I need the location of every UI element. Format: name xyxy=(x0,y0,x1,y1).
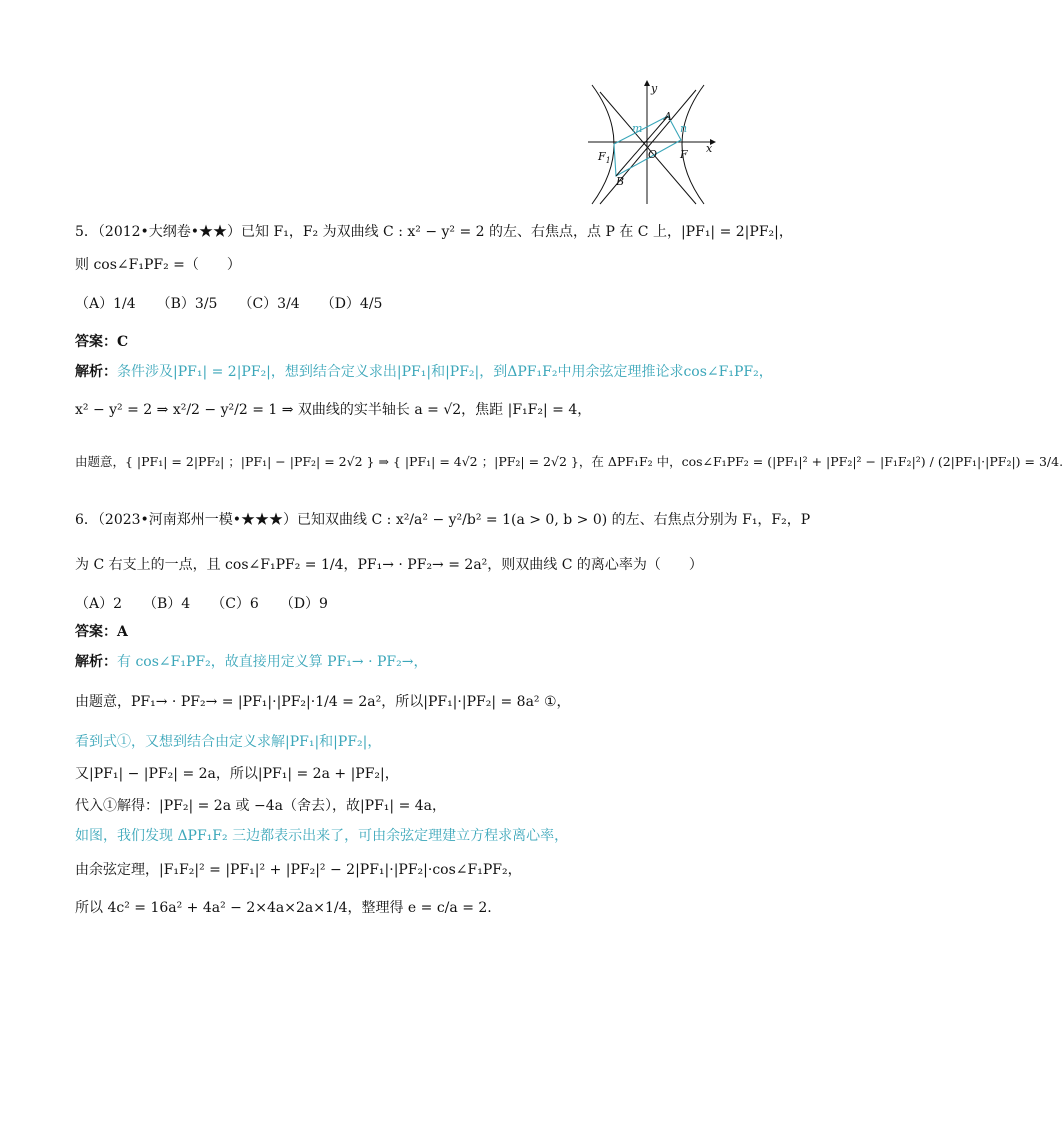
q5-solution-line3: 由题意，{ |PF₁| = 2|PF₂| ；|PF₁| − |PF₂| = 2√2 } ⇒ { |PF₁| = 4√2 ；|PF₂| = 2√2 }，在 ΔPF₁F₂ 中，cos∠F₁PF₂ = (|PF₁|² + |PF₂|² − |F₁F₂|²) / (2|PF₁|·|PF₂|) = 3/4. xyxy=(75,454,1063,469)
q6-hint-2: 看到式①，又想到结合由定义求解|PF₁|和|PF₂|， xyxy=(75,734,382,750)
q5-options: （A）1/4 （B）3/5 （C）3/4 （D）4/5 xyxy=(75,296,383,312)
label-m: m xyxy=(632,122,643,135)
q5-stem-line2: 则 cos∠F₁PF₂ =（ ） xyxy=(75,257,241,273)
label-y: y xyxy=(651,82,658,95)
q6-solution-line5: 由余弦定理，|F₁F₂|² = |PF₁|² + |PF₂|² − 2|PF₁|·|PF₂|·cos∠F₁PF₂， xyxy=(75,862,522,878)
label-O: O xyxy=(648,148,658,161)
q6-hint-1: 有 cos∠F₁PF₂，故直接用定义算 PF₁→ · PF₂→， xyxy=(117,654,428,670)
label-A: A xyxy=(664,110,672,123)
q5-solution-line1 xyxy=(75,362,773,382)
left-branch xyxy=(592,85,614,204)
q5-solution-label: 解析： xyxy=(75,364,117,380)
q6-stem-line2: 为 C 右支上的一点，且 cos∠F₁PF₂ = 1/4，PF₁→ · PF₂→ = 2a²，则双曲线 C 的离心率为（ ） xyxy=(75,557,703,573)
q6-solution-line1 xyxy=(75,652,427,672)
q5-answer: 答案：C xyxy=(75,334,129,350)
q6-solution-line3: 又|PF₁| − |PF₂| = 2a，所以|PF₁| = 2a + |PF₂|， xyxy=(75,766,399,782)
q6-solution-label: 解析： xyxy=(75,654,117,670)
y-axis-arrow xyxy=(644,80,650,86)
q6-solution-line2: 由题意，PF₁→ · PF₂→ = |PF₁|·|PF₂|·1/4 = 2a²，所以|PF₁|·|PF₂| = 8a² ①， xyxy=(75,694,571,710)
q5-solution-line2: x² − y² = 2 ⇒ x²/2 − y²/2 = 1 ⇒ 双曲线的实半轴长 a = √2，焦距 |F₁F₂| = 4， xyxy=(75,402,592,418)
q6-solution-line4: 代入①解得：|PF₂| = 2a 或 −4a（舍去），故|PF₁| = 4a， xyxy=(75,798,447,814)
q6-stem-line1: 6．（2023•河南郑州一模•★★★）已知双曲线 C : x²/a² − y²/b² = 1(a > 0, b > 0) 的左、右焦点分别为 F₁，F₂，P xyxy=(75,512,811,528)
label-F1: $F_1$ xyxy=(598,150,611,165)
hyperbola-figure xyxy=(588,80,718,208)
q5-hint: 条件涉及|PF₁| = 2|PF₂|，想到结合定义求出|PF₁|和|PF₂|，到ΔPF₁F₂中用余弦定理推论求cos∠F₁PF₂， xyxy=(117,364,773,380)
q5-stem-line1: 5．（2012•大纲卷•★★）已知 F₁，F₂ 为双曲线 C : x² − y² = 2 的左、右焦点，点 P 在 C 上，|PF₁| = 2|PF₂|， xyxy=(75,224,793,240)
q6-solution-line6: 所以 4c² = 16a² + 4a² − 2×4a×2a×1/4，整理得 e = c/a = 2. xyxy=(75,900,492,916)
q6-hint-3: 如图，我们发现 ΔPF₁F₂ 三边都表示出来了，可由余弦定理建立方程求离心率， xyxy=(75,828,569,844)
label-x: x xyxy=(706,142,713,155)
label-n: n xyxy=(680,122,688,135)
label-B: B xyxy=(616,175,625,188)
label-F: F xyxy=(680,148,688,161)
q6-answer: 答案：A xyxy=(75,624,128,640)
q6-options: （A）2 （B）4 （C）6 （D）9 xyxy=(75,596,328,612)
